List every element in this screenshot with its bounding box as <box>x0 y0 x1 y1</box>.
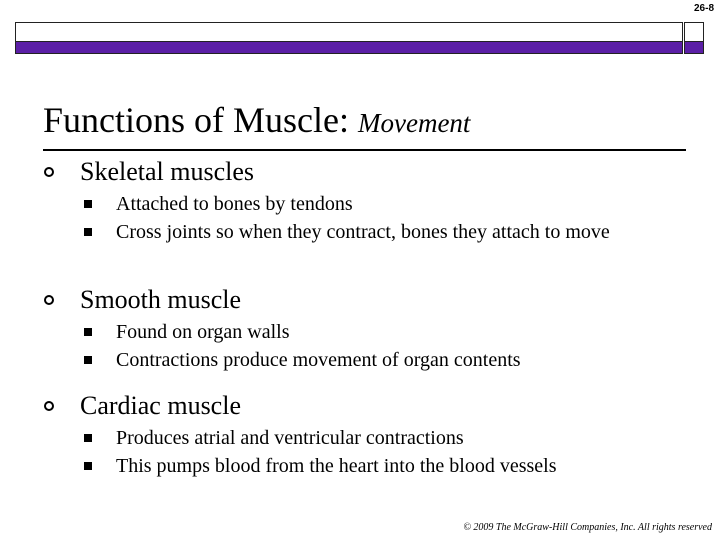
list-item-text: Cross joints so when they contract, bones they attach to move <box>116 221 610 243</box>
list-item <box>116 191 676 217</box>
slide-number: 26-8 <box>693 3 714 14</box>
hollow-circle-bullet-icon <box>44 401 54 411</box>
copyright-footer: © 2009 The McGraw-Hill Companies, Inc. All rights reserved <box>463 522 712 533</box>
title-main: Functions of Muscle: <box>43 100 358 140</box>
hollow-circle-bullet-icon <box>44 167 54 177</box>
list-item-text: This pumps blood from the heart into the blood vessels <box>116 455 557 477</box>
square-bullet-icon <box>84 200 92 208</box>
list-item-text: Contractions produce movement of organ contents <box>116 349 521 371</box>
square-bullet-icon <box>84 228 92 236</box>
section-heading-label: Cardiac muscle <box>80 391 241 420</box>
section-heading-cardiac <box>80 391 241 421</box>
list-item <box>116 219 676 245</box>
section-heading-label: Smooth muscle <box>80 285 242 314</box>
title-subtitle: Movement <box>357 108 471 138</box>
list-item <box>116 425 676 451</box>
section-heading-smooth <box>80 285 241 315</box>
square-bullet-icon <box>84 462 92 470</box>
list-item <box>116 319 676 345</box>
section-heading-skeletal <box>80 157 254 187</box>
square-bullet-icon <box>84 356 92 364</box>
hollow-circle-bullet-icon <box>44 295 54 305</box>
list-item-text: Attached to bones by tendons <box>116 193 353 215</box>
list-item <box>116 347 676 373</box>
square-bullet-icon <box>84 328 92 336</box>
section-heading-label: Skeletal muscles <box>80 157 255 186</box>
list-item <box>116 453 676 479</box>
list-item-text: Produces atrial and ventricular contractions <box>116 427 464 449</box>
square-bullet-icon <box>84 434 92 442</box>
list-item-text: Found on organ walls <box>116 321 290 343</box>
